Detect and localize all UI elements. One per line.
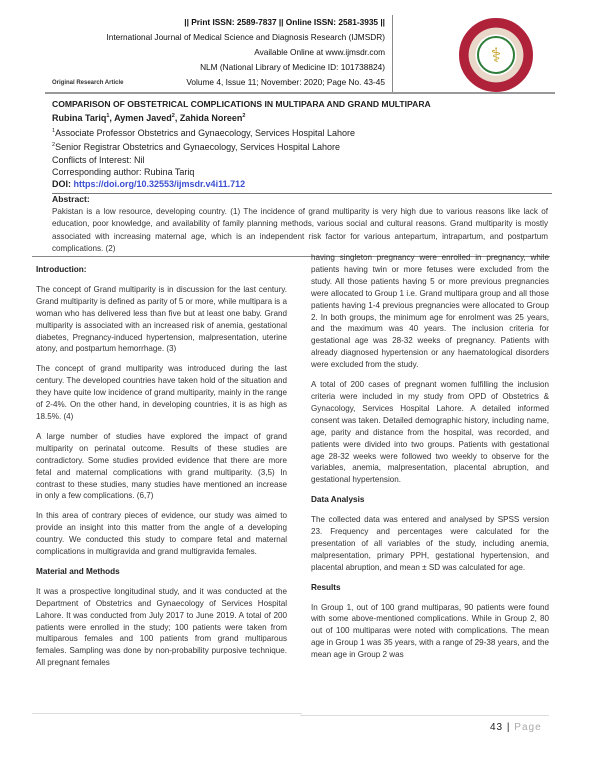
authors: Rubina Tariq$^1$, Aymen Javed$^2$, Zahida Noreen$^2$ (52, 113, 246, 124)
left-column (36, 264, 287, 677)
footer-rule (300, 715, 549, 716)
affil-sup: 1 (52, 127, 56, 134)
page-number (490, 722, 542, 733)
nlm-id: NLM (National Library of Medicine ID: 101738824) (200, 62, 385, 72)
abstract-rule (52, 193, 552, 194)
paragraph: The concept of Grand multiparity is in discussion for the last century. Grand multiparity is defined as parity of 5 or more, while multipara is a woman who has delivered less than five but at least one baby. Grand multiparity is associated with an increased risk of anemia, gestational diabetes, Pregnancy-induced hypertension, malpresentation, uterine atony, and postpartum hemorrhage. (3) (36, 284, 287, 354)
paragraph: In this area of contrary pieces of evidence, our study was aimed to provide an insight into this matter from the angle of a developing country. We conducted this study to compare fetal and maternal complications in multigravida and grand multigravida females. (36, 511, 287, 557)
author-sup: 2 (242, 113, 246, 120)
author: Aymen Javed (114, 113, 172, 124)
page-sep: | (506, 722, 511, 733)
paragraph: A large number of studies have explored the impact of grand multiparity on perinatal outcome. Results of these studies are contradictory. Some studies provided evidence that there are more fetal and maternal complications with grand multiparity. (3,5) In contrast to these studies, many studies have mentioned an increase in only a few complications. (6,7) (36, 431, 287, 501)
page-word: Page (514, 722, 542, 733)
author-sup: 1 (106, 113, 110, 120)
paragraph: A total of 200 cases of pregnant women fulfilling the inclusion criteria were included in my study from OPD of Obstetrics & Gynacology, Services Hospital Lahore. A detailed informed consent was taken. Detailed demographic history, including name, age, parity and distance from the hospital, was recorded, and patients were divided into two groups. Patients with gestational age 28-32 weeks were followed two weekly to observe for the variables, anemia, malpresentation, placental abruption, and gestational hypertension. (311, 380, 549, 485)
results-heading: Results (311, 582, 341, 592)
doi-label: DOI: (52, 179, 71, 190)
methods-heading: Material and Methods (36, 566, 120, 576)
conflicts: Conflicts of Interest: Nil (52, 154, 145, 165)
author: Zahida Noreen (179, 113, 243, 124)
right-column (311, 252, 549, 669)
article-type: Original Research Article (52, 80, 124, 86)
paragraph: having singleton pregnancy were enrolled in pregnancy, while patients having twin or more fetuses were excluded from the study. All those patients having 5 or more previous pregnancies were allocated to Group 1 i.e. Grand multipara group and all those patients having 1-4 previous pregnancies were allocated to Group 2. In both groups, the minimum age for enrolment was 25 years, and the maximum was 40 years. The inclusion criteria for gestational age was 28-32 weeks of pregnancy. Patients with already diagnosed hypertension or any haematological disorders were excluded from the study. (311, 253, 549, 370)
abstract-text: Pakistan is a low resource, developing country. (1) The incidence of grand multiparity is very high due to various reasons like lack of education, poor knowledge, and availability of family planning methods, various social and cultural reasons. Grand multiparity is mostly associated with increasing maternal age, which is an independent risk factor for various antepartum, intrapartum, and postpartum complications. (2) (52, 207, 548, 253)
affil-text: Associate Professor Obstetrics and Gynaecology, Services Hospital Lahore (55, 127, 356, 138)
author: Rubina Tariq (52, 113, 107, 124)
journal-header (106, 15, 385, 90)
introduction-heading: Introduction: (36, 265, 87, 274)
author-sup: 2 (171, 113, 175, 120)
page-num: 43 (490, 722, 504, 733)
journal-logo (459, 18, 533, 92)
volume-info: Volume 4, Issue 11; November: 2020; Page No. 43-45 (186, 77, 385, 87)
affiliation-1 (52, 125, 552, 139)
paragraph: It was a prospective longitudinal study, and it was conducted at the Department of Obstetrics and Gynaecology of Services Hospital Lahore. It was conducted from July 2017 to June 2019. A total of 200 patients were enrolled in the study; 100 patients were taken from multiparous females and 100 patients from grand multiparous females. Sampling was done by non-probability purposive technique. All pregnant females (36, 586, 287, 668)
paragraph: The concept of grand multiparity was introduced during the last century. The developed countries have taken hold of the situation and they have quite low incidence of grand multiparity, mainly in the range of 2-4%. On the other hand, in developing countries, it is as high as 18.5%. (4) (36, 364, 287, 421)
header-divider (392, 15, 393, 93)
header-rule (45, 92, 555, 94)
affiliation-2 (52, 139, 552, 153)
doi (52, 178, 552, 190)
journal-name: International Journal of Medical Science and Diagnosis Research (IJMSDR) (106, 32, 385, 42)
corresponding-author: Corresponding author: Rubina Tariq (52, 167, 195, 178)
issn: || Print ISSN: 2589-7837 || Online ISSN: 2581-3935 || (184, 17, 385, 27)
paragraph: The collected data was entered and analysed by SPSS version 23. Frequency and percentages were calculated for the presentation of all variables of the study, including anemia, malpresentation, primary PPH, gestational hypertension, and placental abruption, and mean ± SD was calculated for age. (311, 515, 549, 572)
data-analysis-heading: Data Analysis (311, 495, 365, 505)
online-availability: Available Online at www.ijmsdr.com (254, 47, 385, 57)
left-column-bottom-rule (32, 713, 302, 714)
abstract-heading: Abstract: (52, 194, 90, 204)
article-title: COMPARISON OF OBSTETRICAL COMPLICATIONS IN MULTIPARA AND GRAND MULTIPARA (52, 99, 431, 109)
affil-text: Senior Registrar Obstetrics and Gynaecology, Services Hospital Lahore (55, 142, 341, 153)
caduceus-icon: ⚕ (477, 36, 515, 74)
front-matter (52, 98, 552, 191)
paragraph: In Group 1, out of 100 grand multiparas, 90 patients were found with some above-mentioned complications. While in Group 2, 80 out of 100 multiparas were noted with complications. The mean age in Group 1 was 35 years, with a range of 29-38 years, and the mean age in Group 2 was (311, 602, 549, 660)
doi-link[interactable]: https://doi.org/10.32553/ijmsdr.v4i11.712 (73, 179, 246, 190)
affil-sup: 2 (52, 142, 56, 149)
